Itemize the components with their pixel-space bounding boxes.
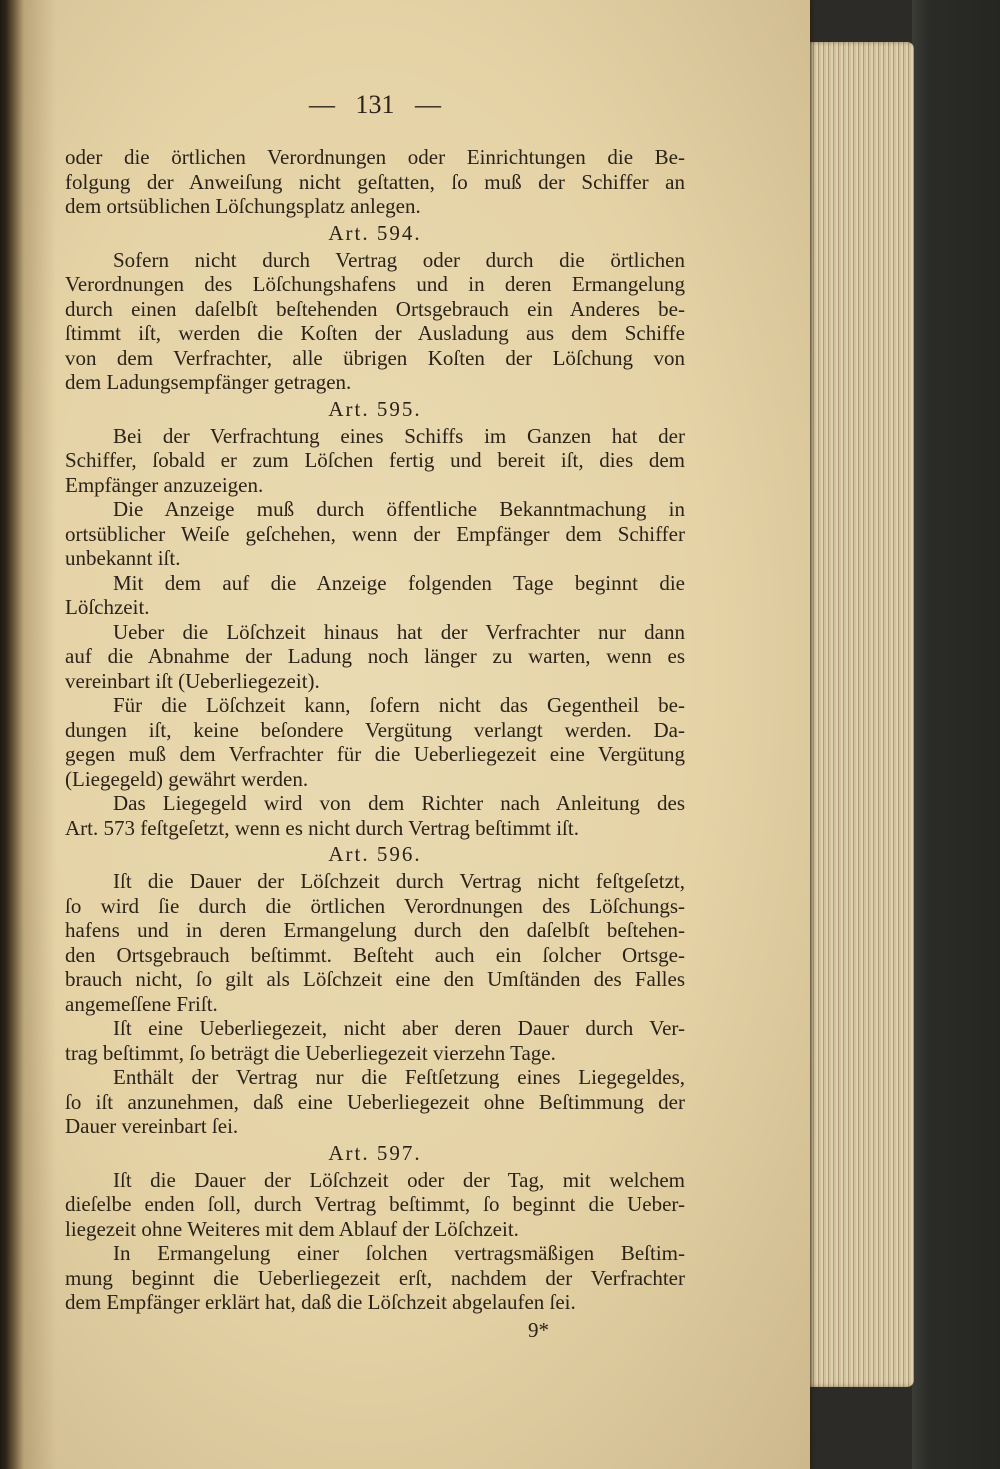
text-line: Löſchzeit. <box>65 595 150 619</box>
text-line: Enthält der Vertrag nur die Feſtſetzung eines Liegegeldes, <box>113 1065 685 1089</box>
text-line: trag beſtimmt, ſo beträgt die Ueberliegezeit vierzehn Tage. <box>65 1040 556 1065</box>
text-line: Iſt eine Ueberliegezeit, nicht aber deren Dauer durch Ver- <box>113 1016 685 1040</box>
paragraph <box>65 1241 685 1315</box>
text-line: auf die Abnahme der Ladung noch länger zu warten, wenn es <box>65 644 685 668</box>
text-line: ſo wird ſie durch die örtlichen Verordnungen des Löſchungs- <box>65 893 685 918</box>
text-line: dieſelbe enden ſoll, durch Vertrag beſtimmt, ſo beginnt die Ueber- <box>65 1192 685 1216</box>
text-line: Empfänger anzuzeigen. <box>65 472 264 497</box>
text-line: mung beginnt die Ueberliegezeit erſt, nachdem der Verfrachter <box>65 1265 685 1290</box>
text-line: dungen iſt, keine beſondere Vergütung verlangt werden. Da- <box>65 717 685 742</box>
paragraph <box>65 571 685 620</box>
continued-text <box>65 145 685 219</box>
text-line: brauch nicht, ſo gilt als Löſchzeit eine den Umſtänden des Falles <box>65 967 685 991</box>
text-line: unbekannt iſt. <box>65 546 181 570</box>
text-line: dem ortsüblichen Löſchungsplatz anlegen. <box>65 194 421 218</box>
text-line: vereinbart iſt (Ueberliegezeit). <box>65 668 320 693</box>
article-section <box>65 1139 685 1315</box>
text-line: Mit dem auf die Anzeige folgenden Tage beginnt die <box>113 570 685 595</box>
text-line: hafens und in deren Ermangelung durch den daſelbſt beſtehen- <box>65 918 685 942</box>
paragraph <box>65 1168 685 1242</box>
article-heading: Art. 594. <box>328 220 422 245</box>
page-edges <box>806 42 914 1387</box>
text-line: oder die örtlichen Verordnungen oder Einrichtungen die Be- <box>65 145 685 169</box>
text-line: Iſt die Dauer der Löſchzeit durch Vertrag nicht feſtgeſetzt, <box>113 869 685 893</box>
text-line: durch einen daſelbſt beſtehenden Ortsgebrauch ein Anderes be- <box>65 296 685 321</box>
text-line: Schiffer, ſobald er zum Löſchen fertig und bereit iſt, dies dem <box>65 448 685 472</box>
book-cover <box>912 0 1000 1469</box>
text-line: Verordnungen des Löſchungshafens und in deren Ermangelung <box>65 272 685 296</box>
text-line: angemeſſene Friſt. <box>65 991 218 1016</box>
text-line: Das Liegegeld wird von dem Richter nach Anleitung des <box>113 791 685 815</box>
text-line: Art. 573 feſtgeſetzt, wenn es nicht durch Vertrag beſtimmt iſt. <box>65 815 579 840</box>
text-line: Die Anzeige muß durch öffentliche Bekanntmachung in <box>113 497 685 521</box>
paragraph <box>65 1016 685 1065</box>
text-line: von dem Verfrachter, alle übrigen Koſten der Löſchung von <box>65 345 685 370</box>
text-line: folgung der Anweiſung nicht geſtatten, ſo muß der Schiffer an <box>65 169 685 194</box>
text-line: Sofern nicht durch Vertrag oder durch die örtlichen <box>113 247 685 272</box>
text-line: ſtimmt iſt, werden die Koſten der Ausladung aus dem Schiffe <box>65 321 685 345</box>
text-line: ortsüblicher Weiſe geſchehen, wenn der Empfänger dem Schiffer <box>65 521 685 546</box>
page-number-header: — 131 — <box>309 90 441 119</box>
text-line: dem Ladungsempfänger getragen. <box>65 370 352 394</box>
article-section <box>65 840 685 1139</box>
paragraph <box>65 869 685 1016</box>
text-line: Ueber die Löſchzeit hinaus hat der Verfrachter nur dann <box>113 619 685 644</box>
article-section <box>65 395 685 841</box>
article-section <box>65 219 685 395</box>
paragraph <box>65 1065 685 1139</box>
text-line: gegen muß dem Verfrachter für die Ueberliegezeit eine Vergütung <box>65 742 685 766</box>
signature-mark: 9* <box>528 1318 549 1342</box>
paragraph <box>65 620 685 694</box>
text-line: Bei der Verfrachtung eines Schiffs im Ganzen hat der <box>113 423 685 448</box>
text-block <box>65 145 685 1315</box>
text-line: den Ortsgebrauch beſtimmt. Beſteht auch ein ſolcher Ortsge- <box>65 942 685 967</box>
paragraph <box>65 693 685 791</box>
gutter-shadow <box>0 0 60 1469</box>
text-line: dem Empfänger erklärt hat, daß die Löſchzeit abgelaufen ſei. <box>65 1290 576 1314</box>
article-heading: Art. 595. <box>328 396 422 421</box>
paragraph <box>65 424 685 498</box>
article-heading: Art. 597. <box>328 1140 422 1165</box>
paragraph <box>65 248 685 395</box>
text-line: ſo iſt anzunehmen, daß eine Ueberliegezeit ohne Beſtimmung der <box>65 1089 685 1114</box>
text-line: (Liegegeld) gewährt werden. <box>65 766 309 791</box>
paragraph <box>65 791 685 840</box>
text-line: Iſt die Dauer der Löſchzeit oder der Tag, mit welchem <box>113 1167 685 1192</box>
text-line: liegezeit ohne Weiteres mit dem Ablauf der Löſchzeit. <box>65 1216 519 1241</box>
paragraph <box>65 145 685 219</box>
text-line: Für die Löſchzeit kann, ſofern nicht das Gegentheil be- <box>113 693 685 717</box>
paragraph <box>65 497 685 571</box>
text-line: In Ermangelung einer ſolchen vertragsmäßigen Beſtim- <box>113 1241 685 1265</box>
article-heading: Art. 596. <box>328 842 422 866</box>
text-line: Dauer vereinbart ſei. <box>65 1114 239 1138</box>
